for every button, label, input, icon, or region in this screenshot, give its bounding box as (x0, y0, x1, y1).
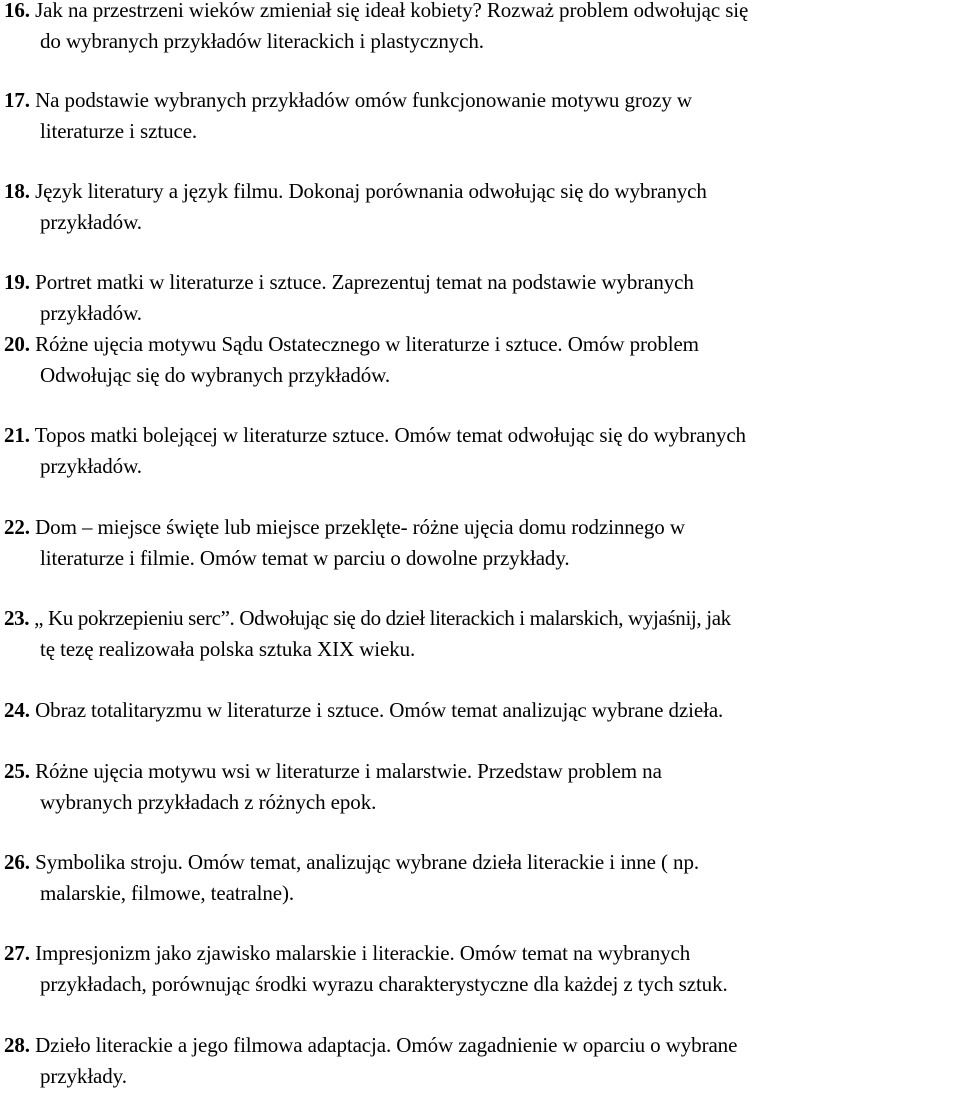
topic-text: „ Ku pokrzepieniu serc”. Odwołując się do dzieł literackich i malarskich, wyjaśnij, jak (34, 606, 731, 630)
topic-24 (4, 695, 956, 726)
topic-27 (4, 938, 956, 1000)
topic-line (4, 420, 956, 451)
topic-line (4, 1030, 956, 1061)
topic-text: Na podstawie wybranych przykładów omów funkcjonowanie motywu grozy w (35, 88, 692, 112)
topic-22 (4, 512, 956, 574)
topic-line (4, 512, 956, 543)
topic-text: Portret matki w literaturze i sztuce. Zaprezentuj temat na podstawie wybranych (35, 270, 694, 294)
topic-number: 24. (4, 698, 30, 722)
topic-text: Symbolika stroju. Omów temat, analizując wybrane dzieła literackie i inne ( np. (35, 850, 699, 874)
topic-text: Obraz totalitaryzmu w literaturze i sztuce. Omów temat analizując wybrane dzieła. (35, 698, 724, 722)
topic-number: 20. (4, 332, 30, 356)
topic-text: Dzieło literackie a jego filmowa adaptacja. Omów zagadnienie w oparciu o wybrane (35, 1033, 738, 1057)
topic-number: 23. (4, 606, 30, 630)
topic-line: przykładów. (40, 210, 142, 234)
topic-line (4, 329, 956, 360)
topic-19 (4, 267, 956, 329)
topic-line (4, 695, 956, 726)
topic-number: 28. (4, 1033, 30, 1057)
topic-number: 18. (4, 179, 30, 203)
topic-line (4, 267, 956, 298)
topic-line: do wybranych przykładów literackich i plastycznych. (40, 29, 484, 53)
topic-line: tę tezę realizowała polska sztuka XIX wieku. (40, 637, 416, 661)
topic-number: 21. (4, 423, 30, 447)
topic-text: Topos matki bolejącej w literaturze sztuce. Omów temat odwołując się do wybranych (34, 423, 746, 447)
topic-26 (4, 847, 956, 909)
topic-number: 22. (4, 515, 30, 539)
topic-20 (4, 329, 956, 391)
topic-line (4, 85, 956, 116)
topic-line: przykładach, porównując środki wyrazu charakterystyczne dla każdej z tych sztuk. (40, 972, 728, 996)
topic-25 (4, 756, 956, 818)
topic-number: 25. (4, 759, 30, 783)
topic-line (4, 176, 956, 207)
topic-line: przykładów. (40, 454, 142, 478)
topic-text: Impresjonizm jako zjawisko malarskie i literackie. Omów temat na wybranych (35, 941, 691, 965)
topic-number: 19. (4, 270, 30, 294)
topic-text: Jak na przestrzeni wieków zmieniał się ideał kobiety? Rozważ problem odwołując się (35, 0, 749, 22)
topic-line: przykładów. (40, 301, 142, 325)
topic-28 (4, 1030, 956, 1092)
topic-line (4, 0, 956, 26)
topic-text: Różne ujęcia motywu Sądu Ostatecznego w literaturze i sztuce. Omów problem (35, 332, 699, 356)
topic-line: literaturze i filmie. Omów temat w parciu o dowolne przykłady. (40, 546, 570, 570)
topic-21 (4, 420, 956, 482)
topic-text: Język literatury a język filmu. Dokonaj porównania odwołując się do wybranych (35, 179, 707, 203)
topic-number: 17. (4, 88, 30, 112)
topic-number: 16. (4, 0, 30, 22)
topic-number: 26. (4, 850, 30, 874)
topic-23 (4, 603, 956, 665)
topic-line: Odwołując się do wybranych przykładów. (40, 363, 390, 387)
topic-18 (4, 176, 956, 238)
topic-line: przykłady. (40, 1064, 127, 1088)
topic-text: Dom – miejsce święte lub miejsce przeklęte- różne ujęcia domu rodzinnego w (35, 515, 685, 539)
topic-line (4, 938, 956, 969)
topic-text: Różne ujęcia motywu wsi w literaturze i malarstwie. Przedstaw problem na (35, 759, 662, 783)
topic-16 (4, 0, 956, 57)
topic-line: malarskie, filmowe, teatralne). (40, 881, 295, 905)
topic-number: 27. (4, 941, 30, 965)
topic-line (4, 756, 956, 787)
topic-line: literaturze i sztuce. (40, 119, 198, 143)
topic-line: wybranych przykładach z różnych epok. (40, 790, 377, 814)
topic-line (4, 603, 956, 634)
topic-line (4, 847, 956, 878)
topic-17 (4, 85, 956, 147)
